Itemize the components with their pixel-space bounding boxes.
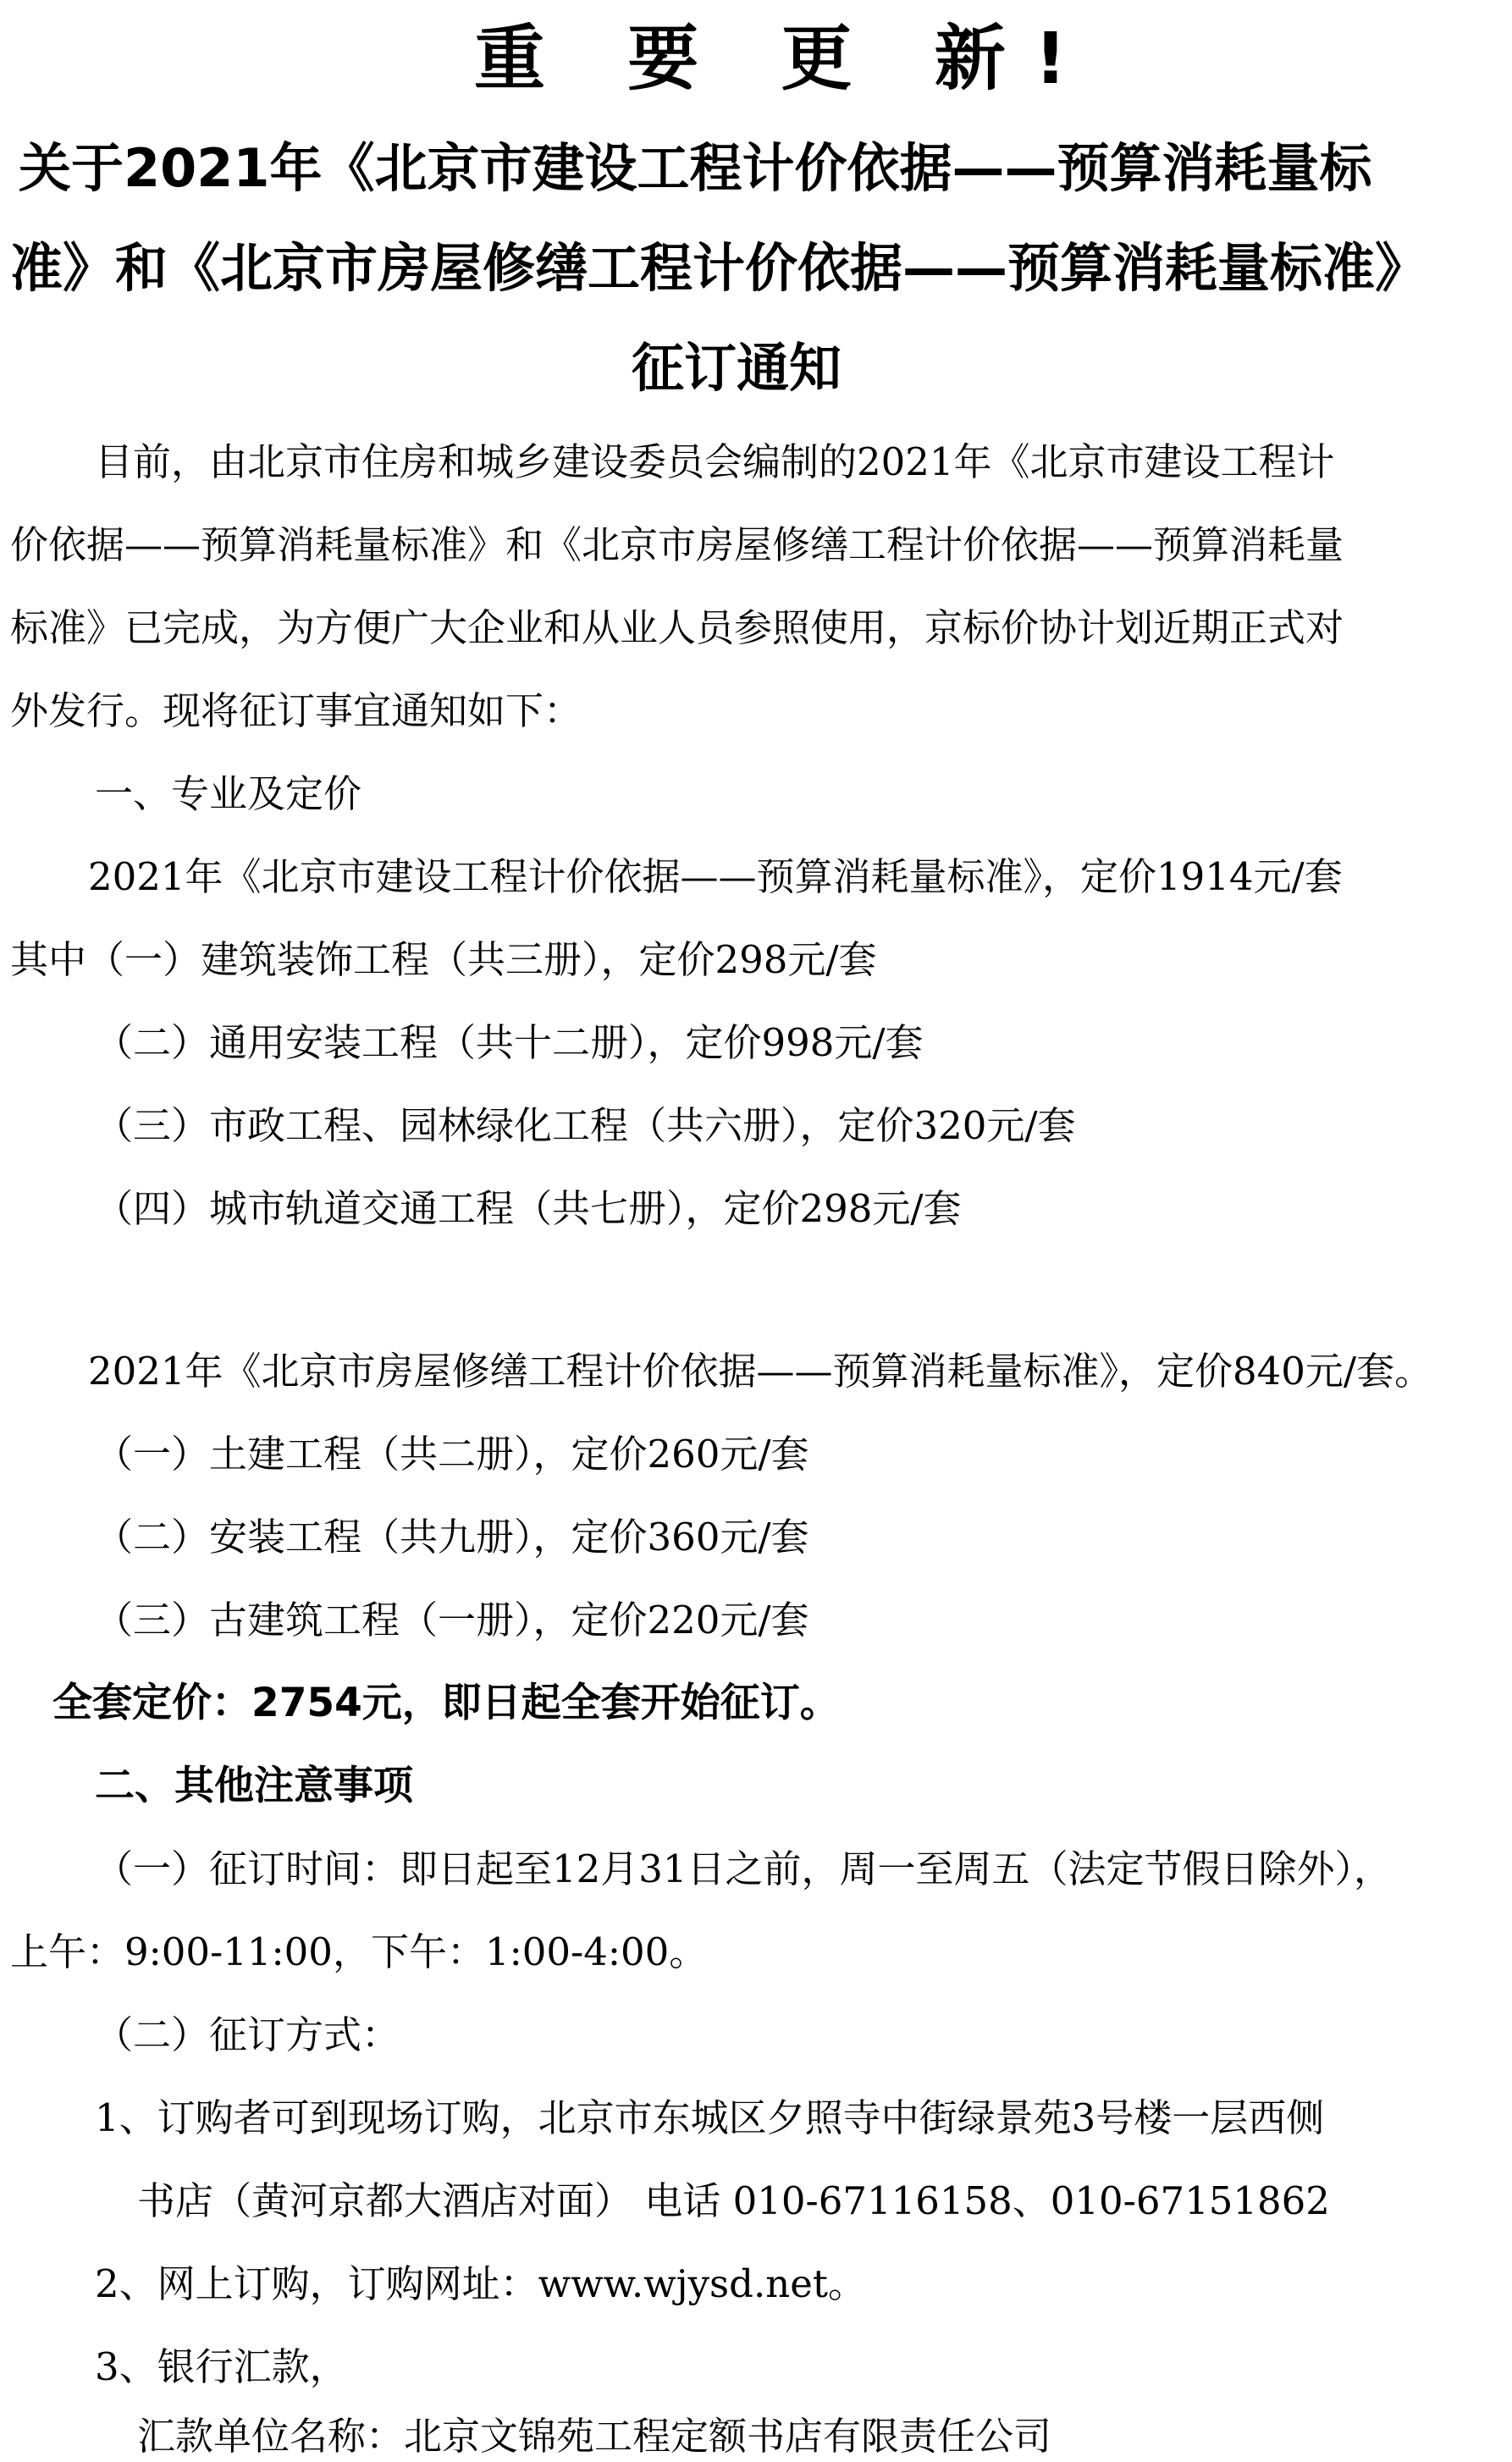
book1-item-1: 其中（一）建筑装饰工程（共三册），定价298元/套 [10,937,877,982]
section2-heading: 二、其他注意事项 [95,1763,413,1809]
order-method-2: 2、网上订购，订购网址：www.wjysd.net。 [95,2261,866,2306]
book2-item-2: （二）安装工程（共九册），定价360元/套 [95,1515,809,1559]
book2-item-1: （一）土建工程（共二册），定价260元/套 [95,1432,809,1477]
order-time-line-1: （一）征订时间：即日起至12月31日之前，周一至周五（法定节假日除外）， [95,1847,1393,1891]
subtitle-line-2: 准》和《北京市房屋修缮工程计价依据——预算消耗量标准》 [10,237,1428,299]
subtitle-line-1: 关于2021年《北京市建设工程计价依据——预算消耗量标 [19,137,1372,199]
intro-line-2: 价依据——预算消耗量标准》和《北京市房屋修缮工程计价依据——预算消耗量 [10,522,1344,567]
subtitle-line-3: 征订通知 [632,337,842,399]
book2-title: 2021年《北京市房屋修缮工程计价依据——预算消耗量标准》，定价840元/套。 [88,1349,1433,1394]
page-title: 重 要 更 新! [474,17,1096,100]
payee-name: 汇款单位名称：北京文锦苑工程定额书店有限责任公司 [137,2414,1052,2459]
book1-item-4: （四）城市轨道交通工程（共七册），定价298元/套 [95,1186,962,1231]
intro-line-4: 外发行。现将征订事宜通知如下： [10,688,582,733]
order-method-1-line-2: 书店（黄河京都大酒店对面） 电话 010-67116158、010-67151862 [137,2178,1330,2223]
book2-item-3: （三）古建筑工程（一册），定价220元/套 [95,1598,809,1642]
intro-line-3: 标准》已完成，为方便广大企业和从业人员参照使用，京标价协计划近期正式对 [10,605,1344,650]
book1-item-3: （三）市政工程、园林绿化工程（共六册），定价320元/套 [95,1103,1076,1148]
order-method-heading: （二）征订方式： [95,2012,400,2057]
book1-title: 2021年《北京市建设工程计价依据——预算消耗量标准》，定价1914元/套 [88,854,1343,899]
order-method-1-line-1: 1、订购者可到现场订购，北京市东城区夕照寺中街绿景苑3号楼一层西侧 [95,2095,1325,2140]
order-time-line-2: 上午：9:00-11:00，下午：1:00-4:00。 [10,1929,708,1974]
section1-heading: 一、专业及定价 [95,771,362,816]
order-method-3: 3、银行汇款， [95,2344,348,2389]
book1-item-2: （二）通用安装工程（共十二册），定价998元/套 [95,1020,924,1065]
intro-line-1: 目前，由北京市住房和城乡建设委员会编制的2021年《北京市建设工程计 [95,439,1335,484]
total-price: 全套定价：2754元，即日起全套开始征订。 [52,1680,840,1726]
